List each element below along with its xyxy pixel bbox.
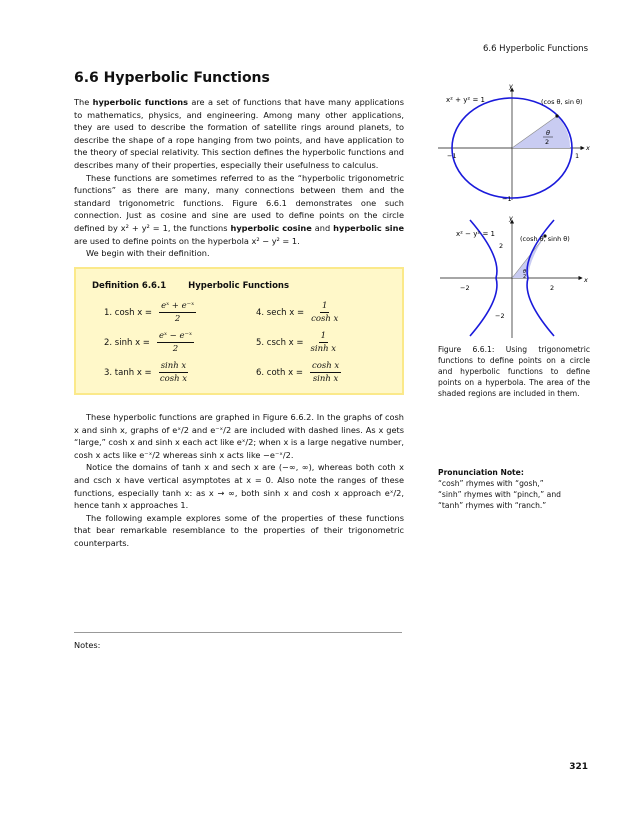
section-title: 6.6 Hyperbolic Functions (74, 70, 270, 86)
notes-label: Notes: (74, 640, 101, 650)
tick-y-pos-two: 2 (499, 242, 504, 250)
circle-point-label: (cos θ, sin θ) (541, 98, 583, 106)
tick-neg-one: −1 (447, 152, 457, 160)
paragraph-5: Notice the domains of tanh x and sech x are (−∞, ∞), whereas both coth x and csch x have vertical asymptotes at x = 0. Also note the ranges of these functions, especially tanh x: as x → ∞, both sinh x and cosh x approach eˣ/2, hence tanh x approaches 1. (74, 462, 404, 511)
theta-denominator: 2 (545, 138, 550, 146)
y-axis-label: y (509, 82, 513, 90)
paragraph-6: The following example explores some of the properties of these functions that bear remarkable resemblance to the properties of their trigonometric counterparts. (74, 512, 404, 548)
theta-denominator: 2 (523, 274, 527, 280)
pronunciation-line: “tanh” rhymes with “ranch.” (438, 501, 547, 510)
tick-pos-one: 1 (575, 152, 580, 160)
definition-heading: Definition 6.6.1 Hyperbolic Functions (92, 281, 290, 291)
hyperbola-point-label: (cosh θ, sinh θ) (520, 235, 570, 243)
formula-sinh: 2. sinh x = $\frac{\text{eˣ − e⁻ˣ}}{2}$ (104, 331, 193, 354)
shaded-sector (512, 116, 570, 148)
pronunciation-note (438, 467, 598, 511)
intro-text (74, 96, 404, 260)
theta-numerator: θ (523, 269, 527, 275)
pronunciation-heading: Pronunciation Note: (438, 468, 524, 477)
formula-cosh: 1. cosh x = $\frac{\text{eˣ + e⁻ˣ}}{2}$ (104, 301, 195, 324)
tick-y-neg-two: −2 (495, 312, 505, 320)
x-axis-label: x (586, 144, 590, 152)
circle-equation: x² + y² = 1 (446, 96, 485, 104)
definition-box (74, 267, 404, 395)
paragraph-3: We begin with their definition. (86, 248, 210, 259)
notes-divider (74, 632, 402, 633)
theta-numerator: θ (546, 129, 550, 137)
formula-coth: 6. coth x = $\frac{\text{cosh x}}{\text{sinh x}}$ (256, 361, 340, 384)
hyperbola-equation: x² − y² = 1 (456, 230, 495, 238)
paragraph-1: The hyperbolic functions are a set of functions that have many applications to mathematics, physics, and engineering. Among many other applications, they are used to describe the formation of satellite rings around planets, to describe the shape of a rope hanging from two points, and have application to the theory of special relativity. This section defines the hyperbolic functions and describes many of their properties, especially their usefulness to calculus. (74, 97, 404, 170)
formula-csch: 5. csch x = $\frac{1}{\text{sinh x}}$ (256, 331, 337, 354)
circle-figure (436, 80, 596, 210)
page-number: 321 (569, 762, 588, 772)
formula-sech: 4. sech x = $\frac{1}{\text{cosh x}}$ (256, 301, 339, 324)
hyperbola-figure (436, 212, 596, 342)
tick-neg-one-y: −1 (502, 195, 512, 203)
formula-tanh: 3. tanh x = $\frac{\text{sinh x}}{\text{cosh x}}$ (104, 361, 188, 384)
figure-caption: Figure 6.6.1: Using trigonometric functions to define points on a circle and hyperbolic functions to define points on a hyperbola. The area of the shaded regions are included in them. (438, 345, 590, 398)
x-axis-label: x (584, 276, 588, 284)
y-axis-label: y (509, 214, 513, 222)
tick-x-neg-two: −2 (460, 284, 470, 292)
paragraph-2: These functions are sometimes referred to as the “hyperbolic trigonometric functions” as there are many, many connections between them and the standard trigonometric functions. Figure 6.6.1 demonstrates one such connection. Just as cosine and sine are used to define points on the circle defined by x² + y² = 1, the functions hyperbolic cosine and hyperbolic sine are used to define points on the hyperbola x² − y² = 1. (74, 172, 405, 246)
pronunciation-line: “sinh” rhymes with “pinch,” and (438, 490, 561, 499)
pronunciation-line: “cosh” rhymes with “gosh,” (438, 479, 544, 488)
tick-x-pos-two: 2 (550, 284, 555, 292)
running-head: 6.6 Hyperbolic Functions (482, 44, 588, 54)
circle-point (555, 114, 558, 117)
paragraph-4: These hyperbolic functions are graphed in Figure 6.6.2. In the graphs of cosh x and sinh x, graphs of eˣ/2 and e⁻ˣ/2 are included with dashed lines. As x gets “large,” cosh x and sinh x each act like eˣ/2; when x is a large negative number, cosh x acts like e⁻ˣ/2 whereas sinh x acts like −e⁻ˣ/2. (74, 412, 404, 460)
body-text (74, 411, 404, 550)
